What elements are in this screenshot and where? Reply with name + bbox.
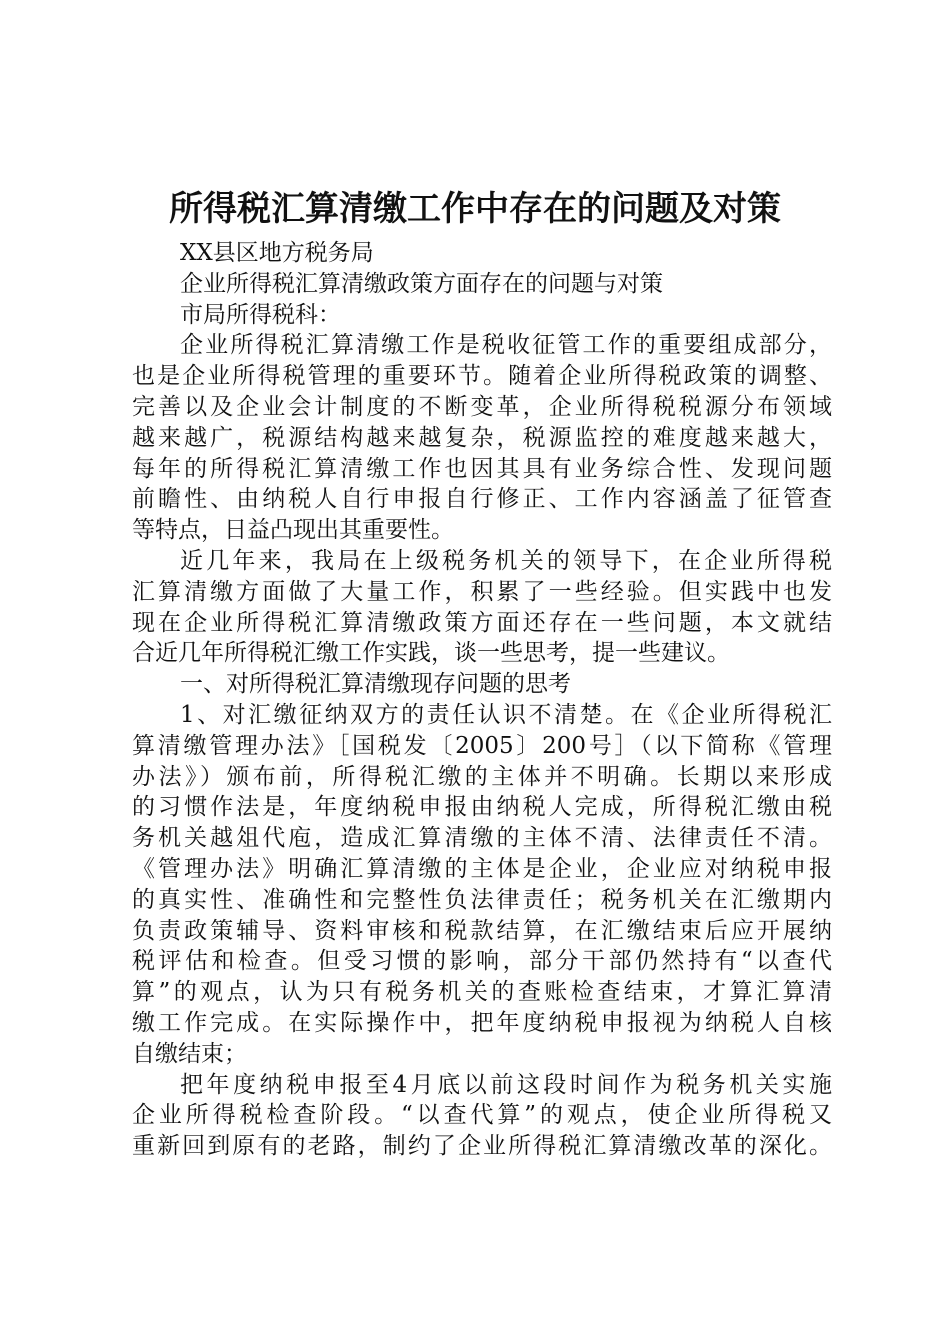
text-line: 务机关越俎代庖，造成汇算清缴的主体不清、法律责任不清。: [132, 825, 832, 852]
text-line: 近几年来，我局在上级税务机关的领导下，在企业所得税: [180, 547, 832, 574]
text-line: 现在企业所得税汇算清缴政策方面还存在一些问题，本文就结: [132, 609, 832, 636]
text-line: 的习惯作法是，年度纳税申报由纳税人完成，所得税汇缴由税: [132, 794, 832, 821]
text-line: 税评估和检查。但受习惯的影响，部分干部仍然持有“以查代: [132, 948, 832, 975]
text-line: 算清缴管理办法》［国税发〔2005〕200号］（以下简称《管理: [132, 732, 832, 759]
text-line: XX县区地方税务局: [180, 240, 374, 266]
text-line: 等特点，日益凸现出其重要性。: [132, 517, 454, 544]
text-line: 市局所得税科：: [180, 301, 341, 328]
text-line: 办法》）颁布前，所得税汇缴的主体并不明确。长期以来形成: [132, 763, 832, 790]
text-line: 把年度纳税申报至4月底以前这段时间作为税务机关实施: [180, 1071, 832, 1098]
text-line: 的真实性、准确性和完整性负法律责任；税务机关在汇缴期内: [132, 886, 832, 913]
text-line: 《管理办法》明确汇算清缴的主体是企业，企业应对纳税申报: [132, 855, 832, 882]
document-body: [132, 238, 832, 1162]
text-line: 重新回到原有的老路，制约了企业所得税汇算清缴改革的深化。: [132, 1133, 832, 1160]
text-line: 企业所得税汇算清缴工作是税收征管工作的重要组成部分，: [180, 332, 832, 359]
text-line: 缴工作完成。在实际操作中，把年度纳税申报视为纳税人自核: [132, 1009, 832, 1036]
text-line: 完善以及企业会计制度的不断变革，企业所得税税源分布领域: [132, 393, 832, 420]
text-line: 算”的观点，认为只有税务机关的查账检查结束，才算汇算清: [132, 979, 832, 1006]
text-line: 企业所得税检查阶段。“以查代算”的观点，使企业所得税又: [132, 1102, 832, 1129]
document-title: 所得税汇算清缴工作中存在的问题及对策: [169, 189, 781, 229]
text-line: 企业所得税汇算清缴政策方面存在的问题与对策: [180, 270, 663, 297]
text-line: 也是企业所得税管理的重要环节。随着企业所得税政策的调整、: [132, 363, 832, 390]
text-line: 一、对所得税汇算清缴现存问题的思考: [180, 671, 571, 698]
text-line: 每年的所得税汇算清缴工作也因其具有业务综合性、发现问题: [132, 455, 832, 482]
text-line: 自缴结束；: [132, 1040, 247, 1067]
text-line: 前瞻性、由纳税人自行申报自行修正、工作内容涵盖了征管查: [132, 486, 832, 513]
text-line: 负责政策辅导、资料审核和税款结算，在汇缴结束后应开展纳: [132, 917, 832, 944]
text-line: 1、对汇缴征纳双方的责任认识不清楚。在《企业所得税汇: [180, 701, 832, 728]
text-line: 汇算清缴方面做了大量工作，积累了一些经验。但实践中也发: [132, 578, 832, 605]
text-line: 合近几年所得税汇缴工作实践，谈一些思考，提一些建议。: [132, 640, 730, 667]
text-line: 越来越广，税源结构越来越复杂，税源监控的难度越来越大，: [132, 424, 832, 451]
